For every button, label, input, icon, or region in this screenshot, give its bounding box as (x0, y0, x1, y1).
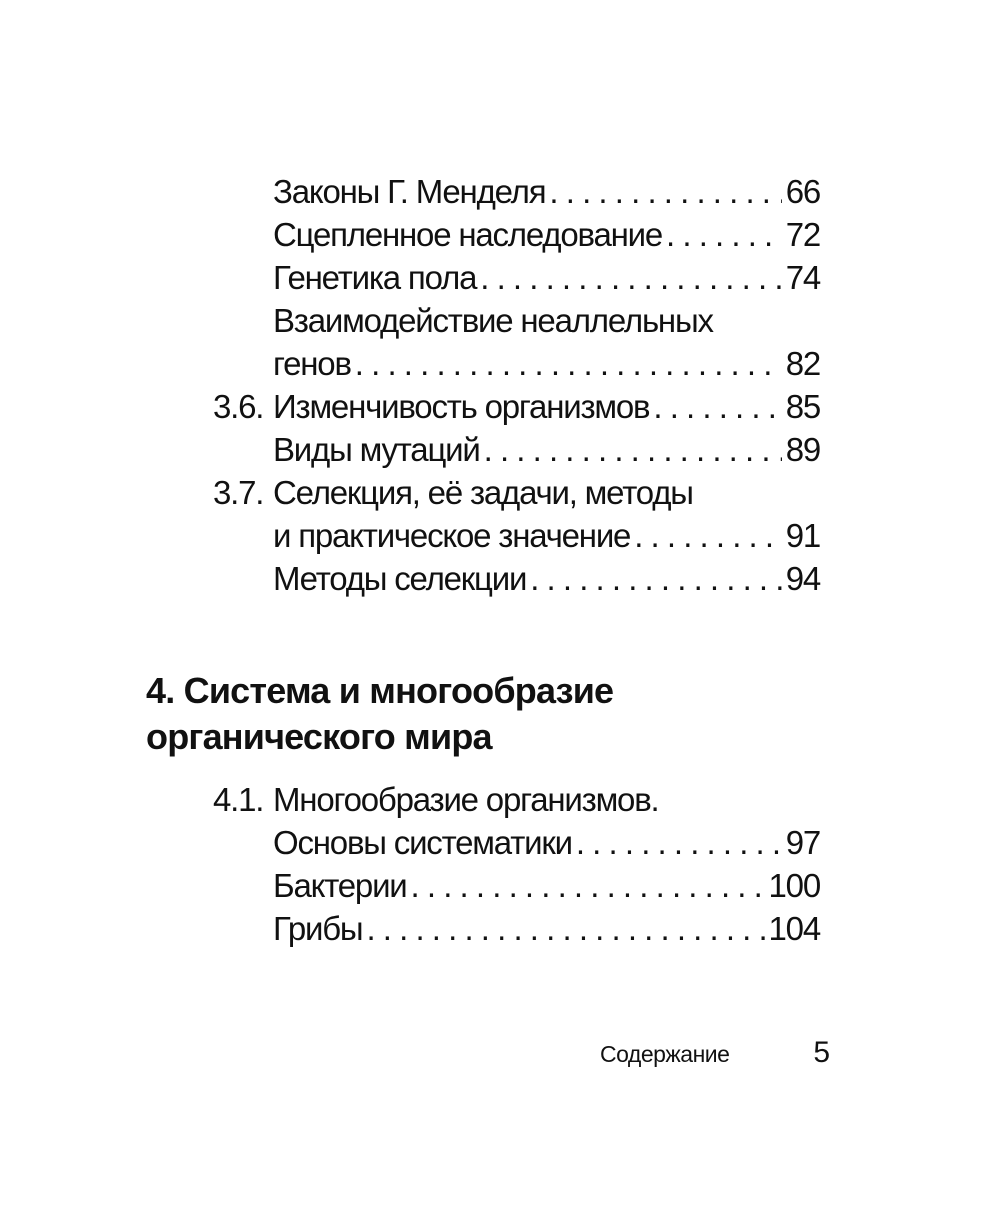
toc-entry-number: 4.1. (213, 781, 264, 818)
toc-entry-title: Сцепленное наследование (273, 216, 663, 253)
toc-entry (213, 778, 820, 864)
toc-entry-line (213, 342, 820, 385)
toc-entry-page: 91 (785, 517, 820, 554)
section-heading-line-2: органического мира (146, 716, 492, 757)
toc-entry-title: Грибы (273, 910, 363, 947)
toc-entry-line (213, 557, 820, 600)
dot-leader (666, 213, 782, 256)
running-footer-label: Содержание (600, 1041, 730, 1067)
page-number: 5 (813, 1036, 830, 1069)
dot-leader (411, 864, 765, 907)
dot-leader (549, 170, 781, 213)
toc-entry-title: Изменчивость организмов (273, 388, 650, 425)
toc-entry-line (213, 385, 820, 428)
toc-entry (213, 428, 820, 471)
toc-entry (213, 170, 820, 213)
toc-entry-page: 97 (785, 824, 820, 861)
toc-entry-title-line: Многообразие организмов. (273, 781, 659, 818)
dot-leader (366, 907, 764, 950)
toc-entry-title: Законы Г. Менделя (273, 173, 546, 210)
toc-entry (213, 864, 820, 907)
toc-entry-line (213, 170, 820, 213)
toc-entry-page: 89 (785, 431, 820, 468)
toc-entry-page: 94 (785, 560, 820, 597)
dot-leader (530, 557, 781, 600)
toc-entry-title: Бактерии (273, 867, 407, 904)
dot-leader (484, 428, 782, 471)
toc-entry-page: 72 (785, 216, 820, 253)
toc-entry-line (213, 778, 820, 821)
table-of-contents-upper (213, 170, 820, 600)
toc-entry-title: Основы систематики (273, 824, 572, 861)
toc-entry-title: генов (273, 345, 351, 382)
toc-entry-line (213, 256, 820, 299)
toc-entry-line (213, 299, 820, 342)
dot-leader (480, 256, 781, 299)
table-of-contents-lower (213, 778, 820, 950)
toc-entry-page: 82 (785, 345, 820, 382)
toc-entry-page: 100 (768, 867, 820, 904)
toc-entry-line (213, 864, 820, 907)
toc-entry (213, 385, 820, 428)
toc-entry (213, 907, 820, 950)
toc-entry-line (213, 514, 820, 557)
section-heading (146, 668, 846, 760)
toc-entry-number: 3.7. (213, 474, 264, 511)
toc-entry-title: и практическое значение (273, 517, 631, 554)
toc-entry-page: 66 (785, 173, 820, 210)
dot-leader (355, 342, 782, 385)
page-footer (600, 1036, 830, 1070)
dot-leader (653, 385, 781, 428)
toc-entry-line (213, 213, 820, 256)
toc-entry-page: 74 (785, 259, 820, 296)
toc-entry (213, 557, 820, 600)
toc-entry-title: Виды мутаций (273, 431, 480, 468)
toc-entry-page: 104 (768, 910, 820, 947)
toc-entry (213, 471, 820, 557)
toc-entry-line (213, 428, 820, 471)
toc-entry-page: 85 (785, 388, 820, 425)
section-heading-line-1: 4. Система и многообразие (146, 670, 614, 711)
toc-entry-line (213, 821, 820, 864)
dot-leader (576, 821, 782, 864)
toc-entry-number: 3.6. (213, 388, 264, 425)
toc-entry (213, 256, 820, 299)
toc-entry (213, 213, 820, 256)
toc-entry (213, 299, 820, 385)
toc-entry-line (213, 907, 820, 950)
toc-entry-title: Генетика пола (273, 259, 477, 296)
dot-leader (634, 514, 781, 557)
toc-entry-title-line: Селекция, её задачи, методы (273, 474, 693, 511)
toc-entry-line (213, 471, 820, 514)
toc-entry-title: Методы селекции (273, 560, 527, 597)
toc-entry-title-line: Взаимодействие неаллельных (273, 302, 713, 339)
